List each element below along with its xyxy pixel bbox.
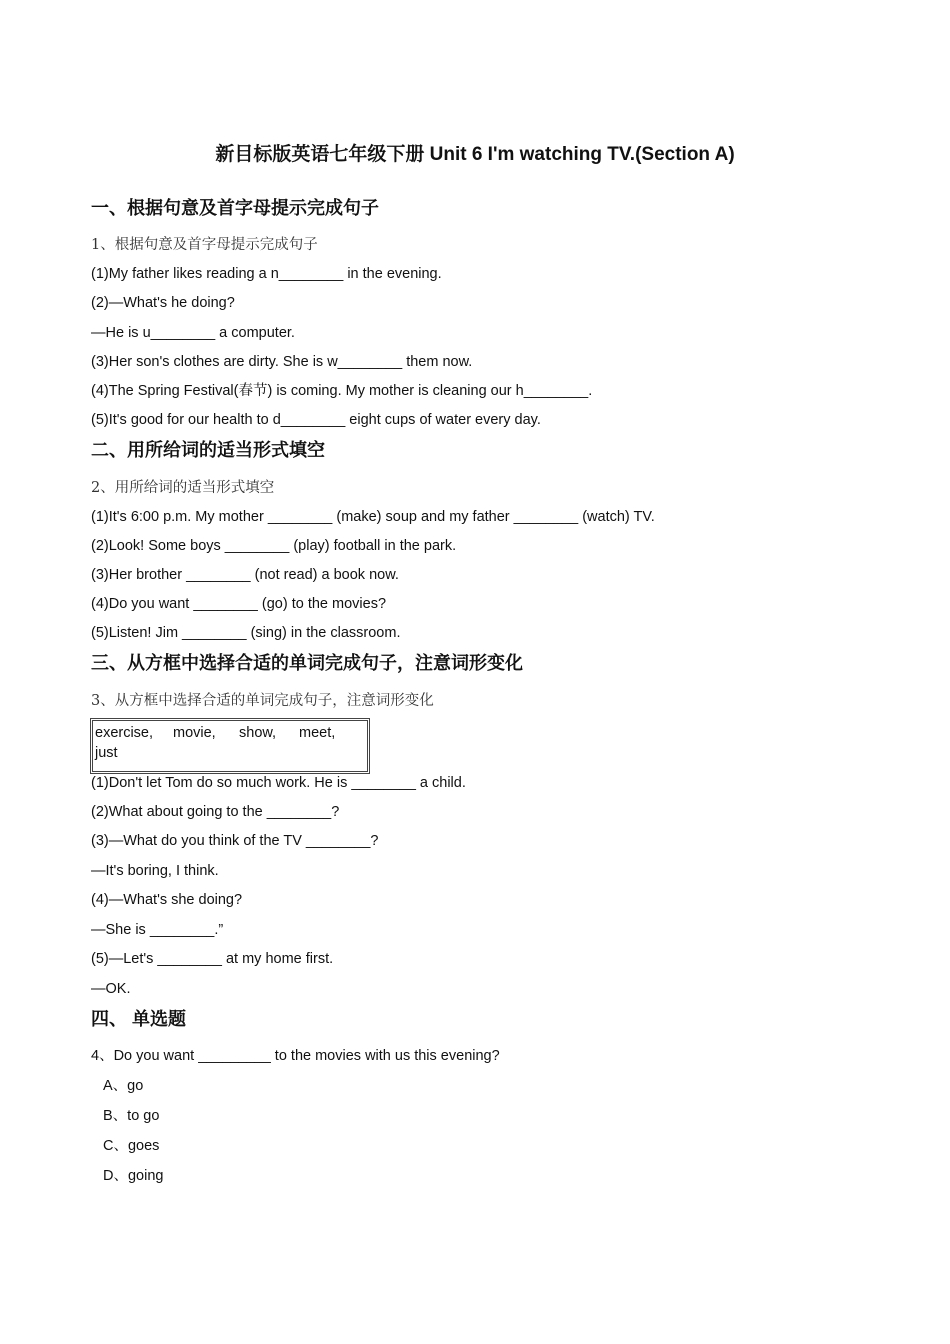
question-line: (3)—What do you think of the TV ________? xyxy=(91,833,379,849)
question-3-prompt: 3、从方框中选择合适的单词完成句子，注意词形变化 xyxy=(91,693,434,709)
section-heading-4: 四、 单选题 xyxy=(91,1009,187,1029)
word-box-item: just xyxy=(95,745,118,761)
section-heading-1: 一、根据句意及首字母提示完成句子 xyxy=(91,198,379,218)
question-line: (2)What about going to the ________? xyxy=(91,804,340,820)
question-line: (4)Do you want ________ (go) to the movies? xyxy=(91,596,387,612)
question-line: (2)—What's he doing? xyxy=(91,295,235,311)
word-box-item: exercise, xyxy=(95,725,154,741)
question-line: (1)My father likes reading a n________ in the evening. xyxy=(91,266,442,282)
word-box-item: movie, xyxy=(173,725,216,741)
question-line: (2)Look! Some boys ________ (play) football in the park. xyxy=(91,538,457,554)
question-line: (4)—What's she doing? xyxy=(91,892,243,908)
question-line: (3)Her brother ________ (not read) a book now. xyxy=(91,567,399,583)
word-box xyxy=(90,718,370,774)
question-line: (5)Listen! Jim ________ (sing) in the classroom. xyxy=(91,625,401,641)
document-title: 新目标版英语七年级下册 Unit 6 I'm watching TV.(Section A) xyxy=(215,144,735,165)
section-heading-3: 三、从方框中选择合适的单词完成句子，注意词形变化 xyxy=(91,653,523,673)
word-box-item: show, xyxy=(239,725,277,741)
question-4-prompt: 4、Do you want _________ to the movies with us this evening? xyxy=(91,1048,500,1064)
question-line: (3)Her son's clothes are dirty. She is w________ them now. xyxy=(91,354,473,370)
option-a: A、go xyxy=(103,1078,144,1094)
question-line: —OK. xyxy=(91,981,131,997)
question-line: (4)The Spring Festival(春节) is coming. My mother is cleaning our h________. xyxy=(91,383,593,399)
question-line: (1)It's 6:00 p.m. My mother ________ (make) soup and my father ________ (watch) TV. xyxy=(91,509,655,525)
option-d: D、going xyxy=(103,1168,164,1184)
word-box-item: meet, xyxy=(299,725,336,741)
question-2-prompt: 2、用所给词的适当形式填空 xyxy=(91,480,275,496)
option-c: C、goes xyxy=(103,1138,160,1154)
option-b: B、to go xyxy=(103,1108,160,1124)
question-1-prompt: 1、根据句意及首字母提示完成句子 xyxy=(91,237,318,253)
question-line: —She is ________.” xyxy=(91,922,224,938)
question-line: (5)It's good for our health to d________ eight cups of water every day. xyxy=(91,412,541,428)
question-line: (1)Don't let Tom do so much work. He is ________ a child. xyxy=(91,775,466,791)
question-line: —He is u________ a computer. xyxy=(91,325,295,341)
question-line: —It's boring, I think. xyxy=(91,863,219,879)
section-heading-2: 二、用所给词的适当形式填空 xyxy=(91,440,325,460)
question-line: (5)—Let's ________ at my home first. xyxy=(91,951,334,967)
